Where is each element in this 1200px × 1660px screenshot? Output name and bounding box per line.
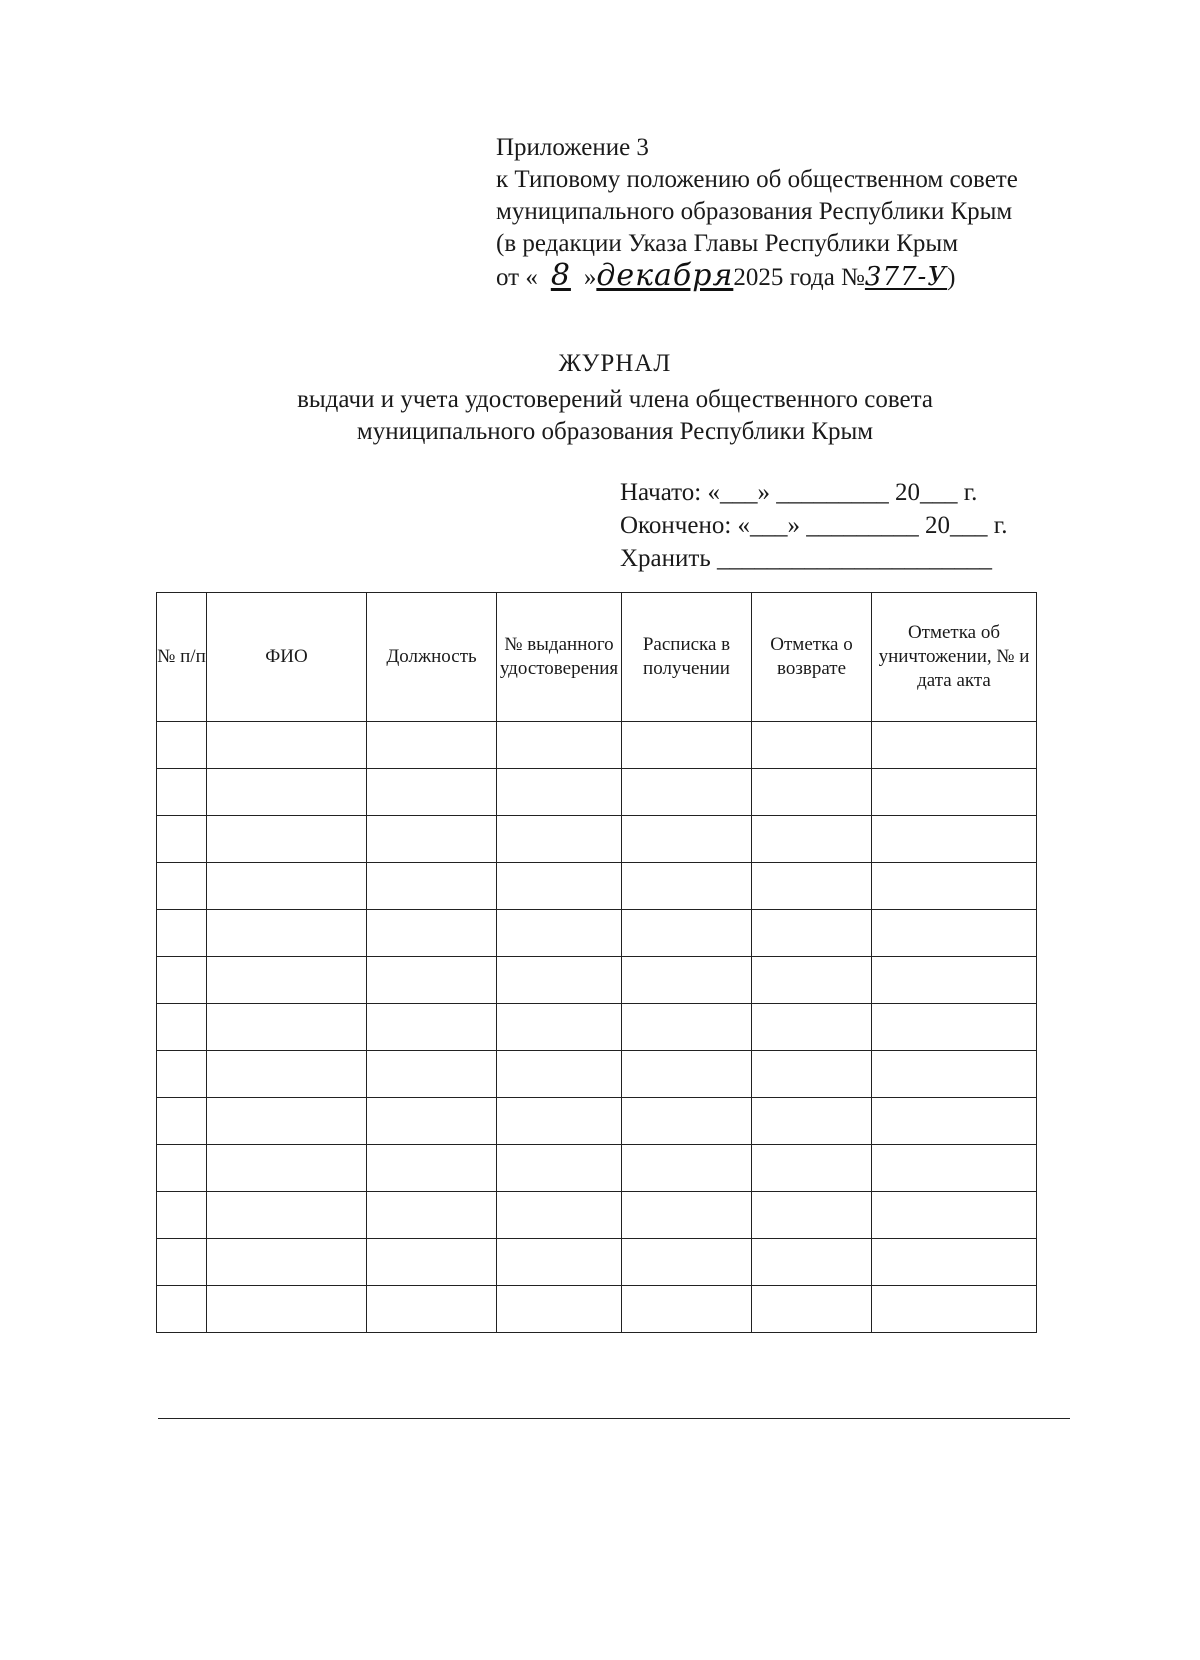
table-cell bbox=[207, 910, 367, 957]
table-cell bbox=[872, 1192, 1037, 1239]
table-cell bbox=[157, 816, 207, 863]
table-cell bbox=[752, 1004, 872, 1051]
table-cell bbox=[157, 1051, 207, 1098]
journal-title-block bbox=[0, 348, 1200, 448]
date-quote-close: » bbox=[583, 264, 597, 291]
table-cell bbox=[157, 957, 207, 1004]
table-row bbox=[157, 910, 1037, 957]
table-cell bbox=[207, 1004, 367, 1051]
table-row bbox=[157, 722, 1037, 769]
table-body bbox=[157, 722, 1037, 1333]
appendix-reference-line: муниципального образования Республики Крым bbox=[496, 198, 1013, 225]
table-cell bbox=[497, 1286, 622, 1333]
table-cell bbox=[752, 722, 872, 769]
table-cell bbox=[872, 910, 1037, 957]
table-cell bbox=[622, 722, 752, 769]
table-cell bbox=[872, 769, 1037, 816]
table-cell bbox=[367, 722, 497, 769]
table-cell bbox=[207, 863, 367, 910]
table-cell bbox=[872, 957, 1037, 1004]
table-cell bbox=[752, 910, 872, 957]
table-row bbox=[157, 1192, 1037, 1239]
table-cell bbox=[872, 722, 1037, 769]
table-cell bbox=[367, 863, 497, 910]
column-header-number: № п/п bbox=[157, 593, 207, 722]
keep-field: Хранить ______________________ bbox=[620, 545, 992, 572]
appendix-number: Приложение 3 bbox=[496, 134, 649, 161]
table-row bbox=[157, 1004, 1037, 1051]
table-cell bbox=[367, 769, 497, 816]
table-cell bbox=[622, 1145, 752, 1192]
table-cell bbox=[157, 769, 207, 816]
table-header-row bbox=[157, 593, 1037, 722]
table-cell bbox=[752, 1239, 872, 1286]
table-cell bbox=[157, 722, 207, 769]
table-row bbox=[157, 1286, 1037, 1333]
table-cell bbox=[157, 1004, 207, 1051]
column-header-certificate-number: № выданного удостоверения bbox=[497, 593, 622, 722]
table-cell bbox=[497, 1098, 622, 1145]
closing-parenthesis: ) bbox=[947, 264, 956, 291]
column-header-receipt: Расписка в получении bbox=[622, 593, 752, 722]
table-cell bbox=[872, 816, 1037, 863]
table-cell bbox=[872, 1239, 1037, 1286]
column-header-return-mark: Отметка о возврате bbox=[752, 593, 872, 722]
table-cell bbox=[622, 769, 752, 816]
handwritten-decree-number: 377-У bbox=[864, 262, 948, 292]
table-cell bbox=[622, 957, 752, 1004]
table-cell bbox=[497, 1192, 622, 1239]
table-cell bbox=[622, 1051, 752, 1098]
table-cell bbox=[497, 816, 622, 863]
bottom-rule bbox=[158, 1418, 1070, 1419]
table-cell bbox=[622, 1286, 752, 1333]
finished-field: Окончено: «___» _________ 20___ г. bbox=[620, 512, 1008, 539]
table-cell bbox=[752, 863, 872, 910]
journal-meta bbox=[620, 476, 1008, 575]
table-cell bbox=[872, 1145, 1037, 1192]
table-cell bbox=[207, 957, 367, 1004]
table-cell bbox=[367, 1145, 497, 1192]
table-row bbox=[157, 1098, 1037, 1145]
table-row bbox=[157, 1145, 1037, 1192]
table-cell bbox=[207, 1098, 367, 1145]
table-cell bbox=[497, 1145, 622, 1192]
table-cell bbox=[872, 1004, 1037, 1051]
table-cell bbox=[497, 1051, 622, 1098]
table-cell bbox=[157, 1098, 207, 1145]
appendix-date-line bbox=[496, 260, 1018, 294]
table-cell bbox=[367, 1098, 497, 1145]
table-cell bbox=[367, 1004, 497, 1051]
table-cell bbox=[622, 816, 752, 863]
table-cell bbox=[207, 1051, 367, 1098]
table-cell bbox=[622, 1098, 752, 1145]
table-cell bbox=[622, 1192, 752, 1239]
table-cell bbox=[622, 863, 752, 910]
table-cell bbox=[497, 722, 622, 769]
date-prefix: от « bbox=[496, 264, 538, 291]
table-cell bbox=[752, 957, 872, 1004]
table-cell bbox=[872, 1098, 1037, 1145]
appendix-reference-line: (в редакции Указа Главы Республики Крым bbox=[496, 230, 959, 257]
table-cell bbox=[367, 816, 497, 863]
table-cell bbox=[752, 1051, 872, 1098]
table-cell bbox=[497, 910, 622, 957]
table-cell bbox=[752, 1286, 872, 1333]
table-cell bbox=[367, 910, 497, 957]
table-cell bbox=[497, 769, 622, 816]
appendix-reference-line: к Типовому положению об общественном совете bbox=[496, 166, 1018, 193]
table-cell bbox=[207, 1145, 367, 1192]
journal-heading: ЖУРНАЛ bbox=[558, 350, 672, 377]
table-row bbox=[157, 1051, 1037, 1098]
handwritten-day: 8 bbox=[550, 258, 571, 293]
table-cell bbox=[157, 1286, 207, 1333]
table-cell bbox=[367, 1051, 497, 1098]
column-header-full-name: ФИО bbox=[207, 593, 367, 722]
table-cell bbox=[752, 769, 872, 816]
table-cell bbox=[872, 1286, 1037, 1333]
handwritten-month: декабря bbox=[596, 258, 734, 293]
table-cell bbox=[497, 1004, 622, 1051]
table-cell bbox=[367, 957, 497, 1004]
table-cell bbox=[872, 1051, 1037, 1098]
table-cell bbox=[207, 769, 367, 816]
column-header-position: Должность bbox=[367, 593, 497, 722]
appendix-block bbox=[496, 132, 1018, 294]
table-row bbox=[157, 769, 1037, 816]
table-cell bbox=[497, 863, 622, 910]
table-cell bbox=[752, 1098, 872, 1145]
table-cell bbox=[207, 1239, 367, 1286]
table-cell bbox=[207, 1286, 367, 1333]
table-cell bbox=[622, 1239, 752, 1286]
table-cell bbox=[497, 957, 622, 1004]
journal-subtitle-line: выдачи и учета удостоверений члена общественного совета bbox=[297, 386, 933, 413]
table-cell bbox=[207, 1192, 367, 1239]
table-cell bbox=[157, 1192, 207, 1239]
table-cell bbox=[157, 1145, 207, 1192]
table-cell bbox=[872, 863, 1037, 910]
table-cell bbox=[622, 910, 752, 957]
date-year-text: 2025 года № bbox=[733, 264, 865, 291]
table-cell bbox=[497, 1239, 622, 1286]
table-row bbox=[157, 957, 1037, 1004]
table-cell bbox=[367, 1286, 497, 1333]
table-cell bbox=[157, 1239, 207, 1286]
table-row bbox=[157, 816, 1037, 863]
journal-subtitle-line: муниципального образования Республики Крым bbox=[356, 418, 874, 445]
table-cell bbox=[157, 910, 207, 957]
table-cell bbox=[752, 816, 872, 863]
table-cell bbox=[367, 1239, 497, 1286]
table-cell bbox=[207, 816, 367, 863]
table-cell bbox=[157, 863, 207, 910]
table-cell bbox=[367, 1192, 497, 1239]
journal-table bbox=[156, 592, 1037, 1333]
table-row bbox=[157, 863, 1037, 910]
started-field: Начато: «___» _________ 20___ г. bbox=[620, 479, 978, 506]
column-header-destruction-mark: Отметка об уничтожении, № и дата акта bbox=[872, 593, 1037, 722]
table-cell bbox=[207, 722, 367, 769]
table-cell bbox=[622, 1004, 752, 1051]
table-cell bbox=[752, 1192, 872, 1239]
table-row bbox=[157, 1239, 1037, 1286]
table-cell bbox=[752, 1145, 872, 1192]
